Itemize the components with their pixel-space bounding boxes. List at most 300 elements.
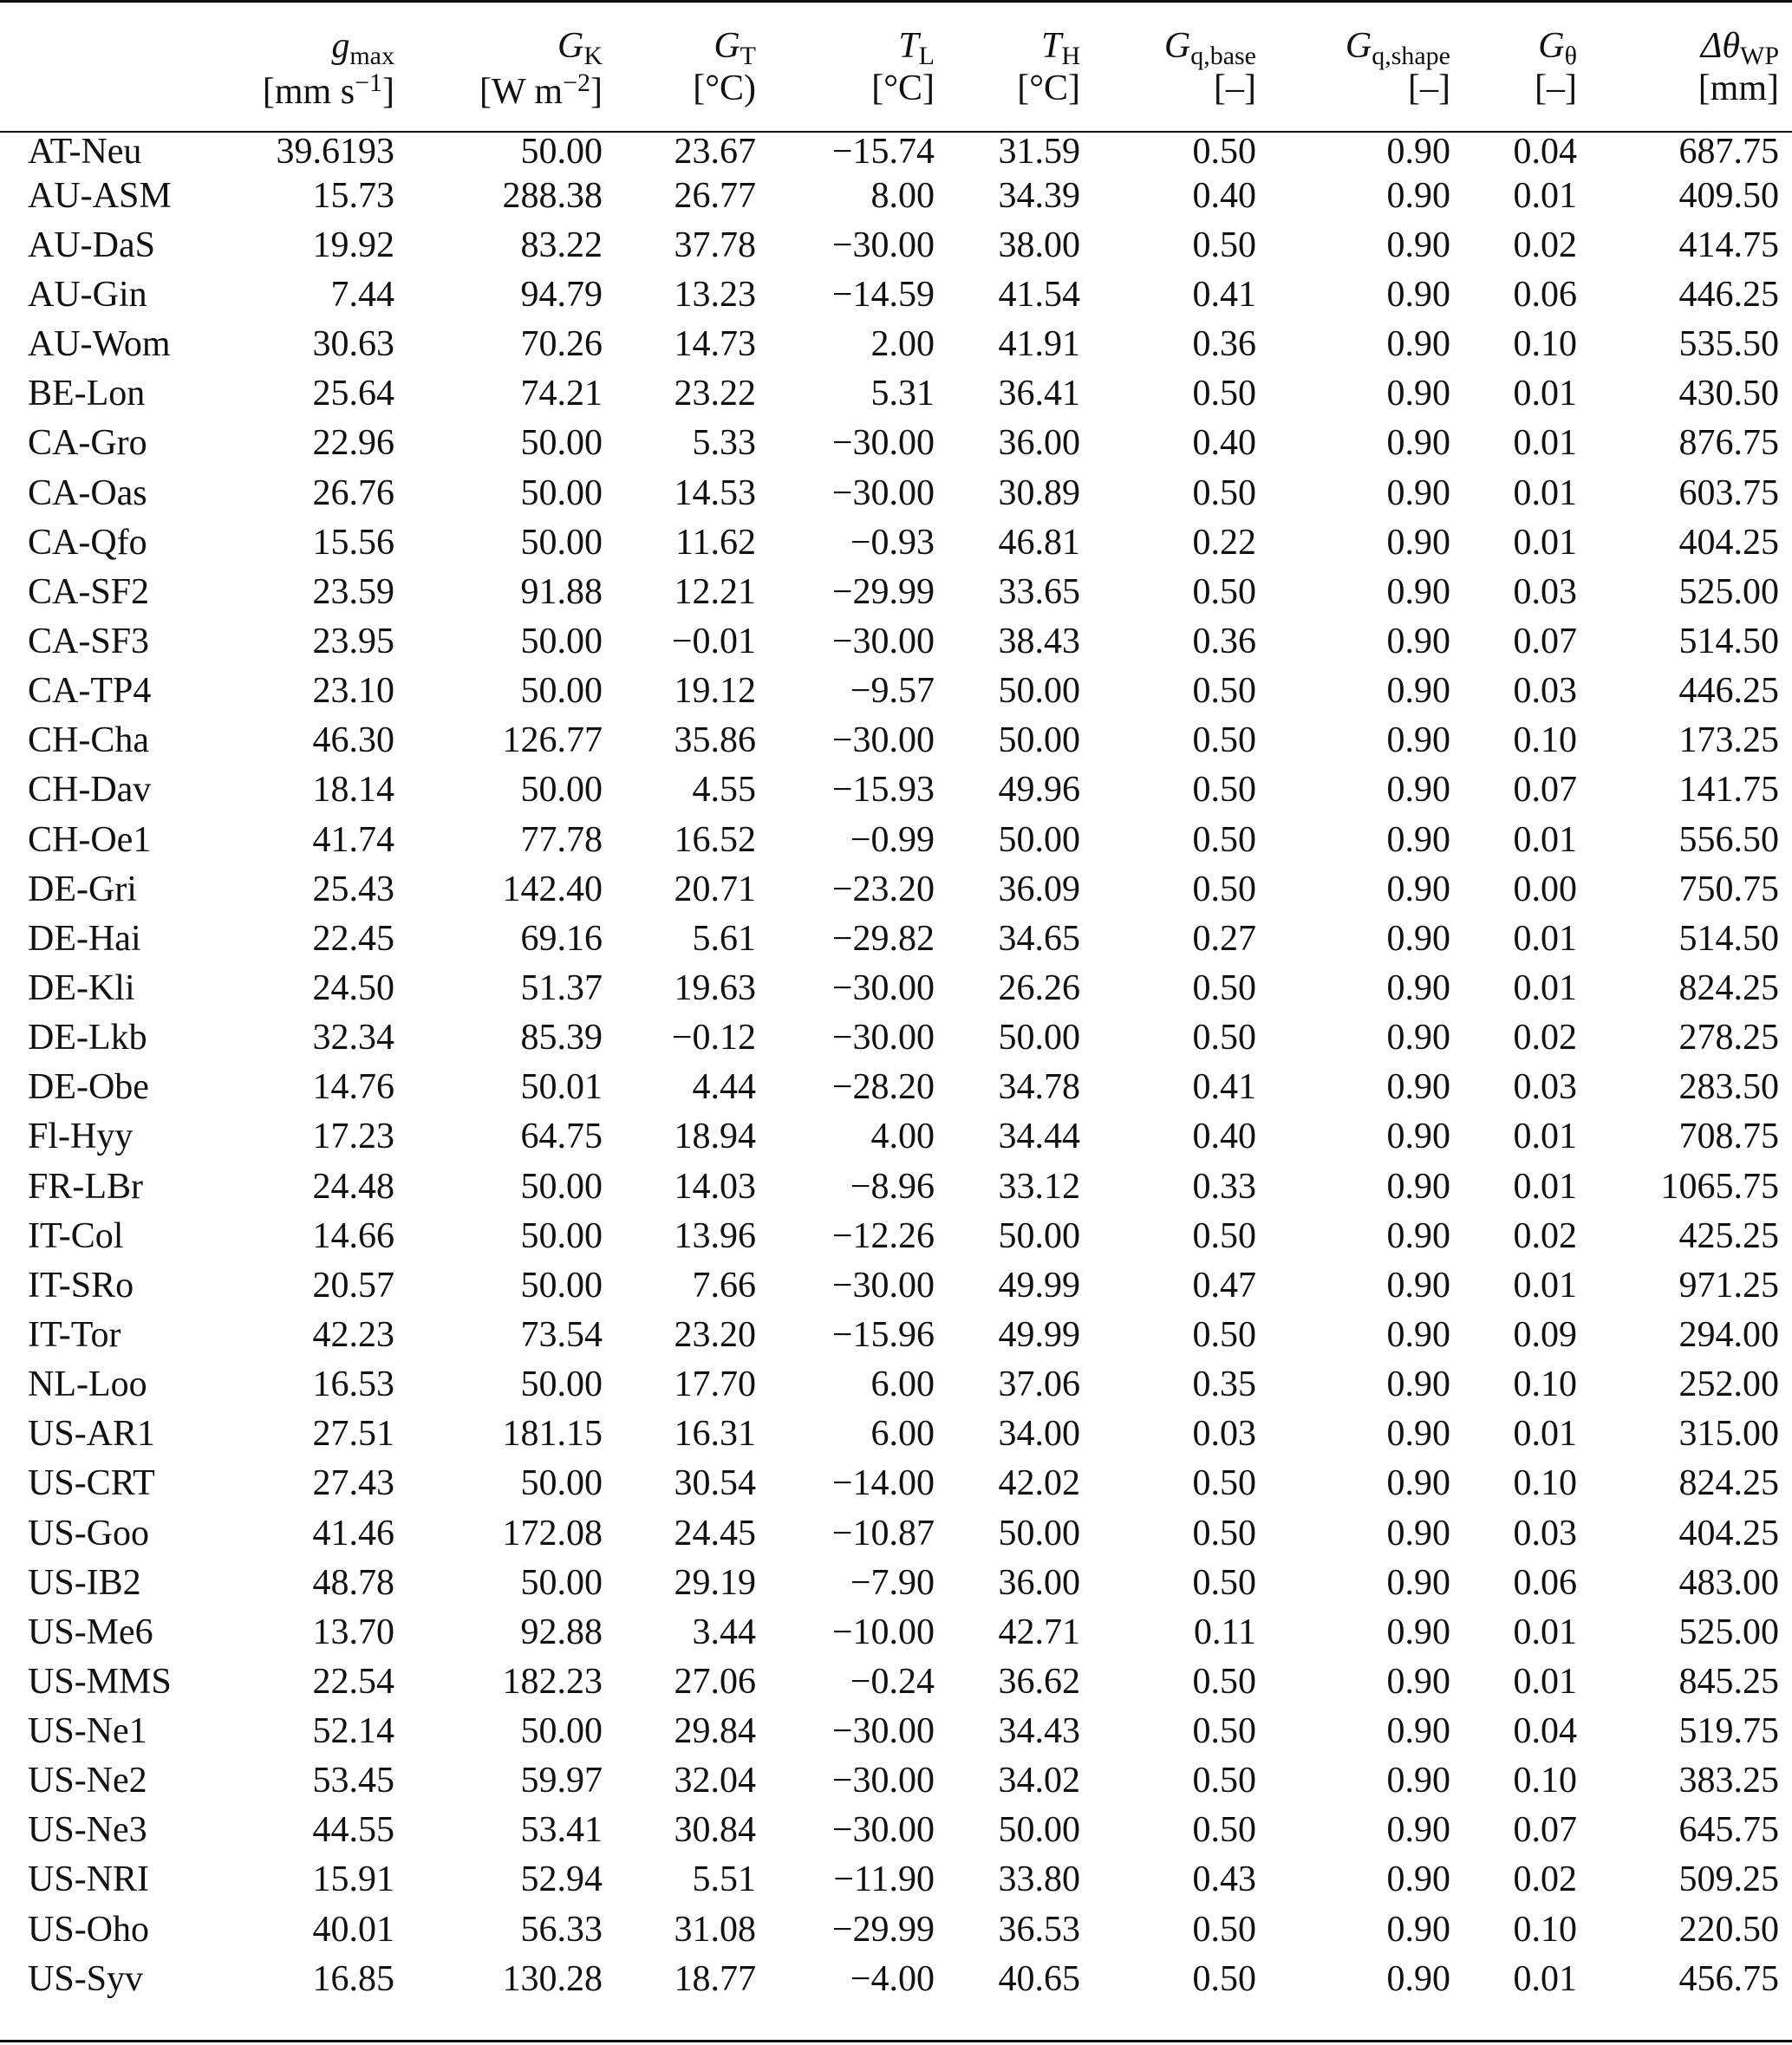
value-cell: 49.96 — [998, 770, 1080, 811]
site-name-cell: DE-Obe — [28, 1067, 149, 1108]
header-unit-cell — [407, 70, 616, 121]
site-name-cell: US-CRT — [28, 1463, 155, 1504]
site-name-cell: US-Me6 — [28, 1612, 153, 1652]
value-cell: −10.87 — [831, 1513, 935, 1553]
value-cell: −28.20 — [831, 1067, 935, 1108]
site-name-cell: DE-Gri — [28, 869, 137, 909]
table-header — [0, 0, 1792, 121]
value-cell: 220.50 — [1678, 1909, 1779, 1950]
table-row — [0, 1756, 1792, 1806]
site-name-cell: DE-Kli — [28, 967, 135, 1008]
table-row — [0, 667, 1792, 716]
site-name-cell: AU-Gin — [28, 274, 147, 315]
site-name-cell: US-IB2 — [28, 1562, 141, 1603]
value-cell: 64.75 — [520, 1117, 603, 1157]
table-row — [0, 1558, 1792, 1607]
value-cell: 19.63 — [674, 967, 756, 1008]
value-cell: 34.43 — [998, 1711, 1080, 1752]
value-cell: 4.44 — [692, 1067, 756, 1108]
value-cell: 32.04 — [674, 1761, 756, 1801]
value-cell: 59.97 — [520, 1761, 603, 1801]
value-cell: 0.04 — [1513, 1711, 1577, 1752]
table-row — [0, 1707, 1792, 1756]
table-row — [0, 567, 1792, 616]
value-cell: 14.76 — [312, 1067, 394, 1108]
value-cell: 17.23 — [312, 1117, 394, 1157]
value-cell: −30.00 — [831, 1711, 935, 1752]
value-cell: 514.50 — [1678, 621, 1779, 661]
value-cell: 24.45 — [674, 1513, 756, 1553]
value-cell: 4.00 — [870, 1117, 935, 1157]
header-symbol-cell — [1463, 0, 1590, 70]
value-cell: 34.65 — [998, 918, 1080, 959]
value-cell: 0.90 — [1386, 621, 1450, 661]
value-cell: −15.74 — [831, 132, 935, 173]
value-cell: 0.90 — [1386, 967, 1450, 1008]
value-cell: −14.00 — [831, 1463, 935, 1504]
header-subscript: max — [349, 42, 394, 70]
site-name-cell: US-MMS — [28, 1661, 172, 1702]
value-cell: 0.36 — [1192, 324, 1256, 365]
value-cell: 23.67 — [674, 132, 756, 173]
value-cell: 0.01 — [1513, 1958, 1577, 1999]
value-cell: 0.50 — [1192, 225, 1256, 265]
value-cell: 142.40 — [502, 869, 603, 909]
value-cell: −30.00 — [831, 1018, 935, 1058]
value-cell: 0.50 — [1192, 132, 1256, 173]
header-symbol: Δθ — [1700, 26, 1740, 66]
value-cell: 0.90 — [1386, 1364, 1450, 1405]
value-cell: 48.78 — [312, 1562, 394, 1603]
value-cell: 11.62 — [675, 522, 756, 563]
header-subscript: θ — [1564, 42, 1577, 70]
value-cell: 409.50 — [1678, 175, 1779, 216]
header-unit: [–] — [1535, 68, 1577, 108]
value-cell: 0.07 — [1513, 770, 1577, 811]
value-cell: 0.90 — [1386, 374, 1450, 414]
value-cell: 0.07 — [1513, 621, 1577, 661]
header-unit-cell — [616, 70, 769, 121]
site-name-cell: DE-Hai — [28, 918, 141, 959]
value-cell: 25.43 — [312, 869, 394, 909]
value-cell: 0.90 — [1386, 225, 1450, 265]
table-row — [0, 468, 1792, 518]
site-name-cell: US-NRI — [28, 1859, 150, 1900]
value-cell: 0.50 — [1192, 819, 1256, 860]
value-cell: 0.01 — [1513, 967, 1577, 1008]
header-subscript: q,base — [1190, 42, 1256, 70]
value-cell: 51.37 — [520, 967, 603, 1008]
value-cell: 36.41 — [998, 374, 1080, 414]
header-unit-tail: ] — [590, 72, 603, 112]
value-cell: 17.70 — [674, 1364, 756, 1405]
value-cell: 41.91 — [998, 324, 1080, 365]
value-cell: 3.44 — [692, 1612, 756, 1652]
value-cell: 0.90 — [1386, 1661, 1450, 1702]
value-cell: 0.90 — [1386, 1612, 1450, 1652]
value-cell: 53.41 — [520, 1810, 603, 1851]
value-cell: 41.54 — [998, 274, 1080, 315]
value-cell: 0.90 — [1386, 1117, 1450, 1157]
value-cell: 126.77 — [502, 720, 603, 761]
value-cell: 42.71 — [998, 1612, 1080, 1652]
value-cell: 50.00 — [998, 671, 1080, 712]
value-cell: 0.90 — [1386, 770, 1450, 811]
value-cell: −9.57 — [850, 671, 935, 712]
value-cell: 50.01 — [520, 1067, 603, 1108]
value-cell: 0.02 — [1513, 1859, 1577, 1900]
table-row — [0, 1310, 1792, 1359]
value-cell: 182.23 — [502, 1661, 603, 1702]
value-cell: 83.22 — [520, 225, 603, 265]
value-cell: 49.99 — [998, 1314, 1080, 1355]
header-subscript: T — [740, 42, 756, 70]
value-cell: 27.51 — [312, 1414, 394, 1455]
header-unit-cell — [769, 70, 948, 121]
header-subscript: q,shape — [1372, 42, 1450, 70]
value-cell: 16.31 — [674, 1414, 756, 1455]
value-cell: 50.00 — [998, 1513, 1080, 1553]
value-cell: −0.99 — [850, 819, 935, 860]
site-name-cell: US-Syv — [28, 1958, 144, 1999]
value-cell: 0.90 — [1386, 1711, 1450, 1752]
header-unit: [W m — [479, 72, 564, 112]
value-cell: 30.63 — [312, 324, 394, 365]
value-cell: 0.40 — [1192, 423, 1256, 464]
site-name-cell: US-Ne1 — [28, 1711, 147, 1752]
value-cell: 46.81 — [998, 522, 1080, 563]
value-cell: 0.03 — [1513, 1067, 1577, 1108]
value-cell: 23.20 — [674, 1314, 756, 1355]
value-cell: 50.00 — [520, 472, 603, 513]
header-unit: [°C] — [1017, 68, 1080, 108]
site-name-cell: US-Oho — [28, 1909, 150, 1950]
value-cell: 0.01 — [1513, 423, 1577, 464]
value-cell: 0.90 — [1386, 1859, 1450, 1900]
value-cell: −30.00 — [831, 621, 935, 661]
value-cell: 31.59 — [998, 132, 1080, 173]
table-body — [0, 121, 1792, 2003]
value-cell: 25.64 — [312, 374, 394, 414]
value-cell: 42.02 — [998, 1463, 1080, 1504]
value-cell: 0.01 — [1513, 522, 1577, 563]
value-cell: 0.02 — [1513, 1215, 1577, 1256]
value-cell: 56.33 — [520, 1909, 603, 1950]
table-row — [0, 1112, 1792, 1162]
site-name-cell: BE-Lon — [28, 374, 146, 414]
header-unit-cell — [1269, 70, 1463, 121]
value-cell: 0.40 — [1192, 175, 1256, 216]
value-cell: −15.93 — [831, 770, 935, 811]
value-cell: 0.10 — [1513, 1364, 1577, 1405]
value-cell: 30.54 — [674, 1463, 756, 1504]
header-unit-cell — [1093, 70, 1269, 121]
value-cell: 0.47 — [1192, 1265, 1256, 1306]
value-cell: 22.45 — [312, 918, 394, 959]
value-cell: 0.11 — [1194, 1612, 1256, 1652]
value-cell: 6.00 — [870, 1364, 935, 1405]
value-cell: 130.28 — [502, 1958, 603, 1999]
value-cell: 252.00 — [1678, 1364, 1779, 1405]
site-name-cell: FR-LBr — [28, 1166, 144, 1207]
value-cell: 0.90 — [1386, 1761, 1450, 1801]
header-symbol-cell — [1093, 0, 1269, 70]
value-cell: 971.25 — [1678, 1265, 1779, 1306]
value-cell: 0.90 — [1386, 1562, 1450, 1603]
value-cell: 0.03 — [1513, 1513, 1577, 1553]
value-cell: 294.00 — [1678, 1314, 1779, 1355]
value-cell: 24.50 — [312, 967, 394, 1008]
value-cell: −29.99 — [831, 1909, 935, 1950]
value-cell: −0.01 — [671, 621, 756, 661]
header-unit-row — [0, 70, 1792, 121]
value-cell: 0.90 — [1386, 1018, 1450, 1058]
value-cell: 5.31 — [870, 374, 935, 414]
value-cell: 69.16 — [520, 918, 603, 959]
value-cell: 0.50 — [1192, 1661, 1256, 1702]
value-cell: 36.00 — [998, 1562, 1080, 1603]
table-row — [0, 1162, 1792, 1211]
value-cell: 33.80 — [998, 1859, 1080, 1900]
header-symbol-cell — [616, 0, 769, 70]
value-cell: 34.39 — [998, 175, 1080, 216]
site-name-cell: CA-Qfo — [28, 522, 147, 563]
value-cell: 0.90 — [1386, 522, 1450, 563]
value-cell: 5.61 — [692, 918, 756, 959]
value-cell: 0.90 — [1386, 1909, 1450, 1950]
value-cell: 26.26 — [998, 967, 1080, 1008]
header-symbol-cell — [1590, 0, 1792, 70]
value-cell: −0.93 — [850, 522, 935, 563]
value-cell: 22.54 — [312, 1661, 394, 1702]
value-cell: 0.50 — [1192, 671, 1256, 712]
table-row — [0, 914, 1792, 963]
value-cell: 34.02 — [998, 1761, 1080, 1801]
value-cell: 16.52 — [674, 819, 756, 860]
value-cell: 94.79 — [520, 274, 603, 315]
value-cell: 0.02 — [1513, 1018, 1577, 1058]
value-cell: −30.00 — [831, 1761, 935, 1801]
table-row — [0, 716, 1792, 765]
value-cell: 92.88 — [520, 1612, 603, 1652]
value-cell: 0.90 — [1386, 720, 1450, 761]
site-name-cell: CH-Dav — [28, 770, 152, 811]
value-cell: 52.14 — [312, 1711, 394, 1752]
value-cell: 0.90 — [1386, 132, 1450, 173]
value-cell: −30.00 — [831, 967, 935, 1008]
value-cell: −30.00 — [831, 1810, 935, 1851]
value-cell: 14.53 — [674, 472, 756, 513]
value-cell: 53.45 — [312, 1761, 394, 1801]
site-name-cell: IT-SRo — [28, 1265, 134, 1306]
value-cell: 7.44 — [330, 274, 394, 315]
header-symbol: G — [714, 26, 740, 66]
header-symbol: T — [1040, 26, 1062, 66]
value-cell: 22.96 — [312, 423, 394, 464]
value-cell: 0.90 — [1386, 1414, 1450, 1455]
value-cell: 404.25 — [1678, 1513, 1779, 1553]
table-row — [0, 1459, 1792, 1508]
value-cell: 77.78 — [520, 819, 603, 860]
value-cell: 514.50 — [1678, 918, 1779, 959]
table-row — [0, 518, 1792, 567]
value-cell: 2.00 — [870, 324, 935, 365]
value-cell: 46.30 — [312, 720, 394, 761]
value-cell: 40.65 — [998, 1958, 1080, 1999]
bottom-rule — [0, 2040, 1792, 2042]
value-cell: 0.07 — [1513, 1810, 1577, 1851]
value-cell: 50.00 — [520, 522, 603, 563]
value-cell: 50.00 — [520, 1265, 603, 1306]
value-cell: −7.90 — [850, 1562, 935, 1603]
value-cell: 0.90 — [1386, 1215, 1450, 1256]
site-name-cell: IT-Col — [28, 1215, 124, 1256]
value-cell: 0.33 — [1192, 1166, 1256, 1207]
value-cell: 6.00 — [870, 1414, 935, 1455]
value-cell: −11.90 — [833, 1859, 935, 1900]
value-cell: 0.50 — [1192, 1513, 1256, 1553]
table-row — [0, 864, 1792, 914]
value-cell: 535.50 — [1678, 324, 1779, 365]
table-row — [0, 1360, 1792, 1410]
value-cell: 0.50 — [1192, 1711, 1256, 1752]
value-cell: 50.00 — [998, 1215, 1080, 1256]
value-cell: 23.10 — [312, 671, 394, 712]
value-cell: 13.23 — [674, 274, 756, 315]
value-cell: 50.00 — [998, 1018, 1080, 1058]
header-symbol: G — [557, 26, 584, 66]
value-cell: 13.96 — [674, 1215, 756, 1256]
table-row — [0, 320, 1792, 369]
table-row — [0, 815, 1792, 864]
header-unit: [–] — [1408, 68, 1450, 108]
value-cell: 0.10 — [1513, 720, 1577, 761]
value-cell: 16.53 — [312, 1364, 394, 1405]
table-row — [0, 1260, 1792, 1310]
value-cell: 0.40 — [1192, 1117, 1256, 1157]
header-subscript: WP — [1740, 42, 1779, 70]
value-cell: 14.66 — [312, 1215, 394, 1256]
value-cell: 0.06 — [1513, 274, 1577, 315]
value-cell: 0.01 — [1513, 1117, 1577, 1157]
value-cell: 446.25 — [1678, 671, 1779, 712]
value-cell: 0.50 — [1192, 1215, 1256, 1256]
value-cell: −30.00 — [831, 225, 935, 265]
header-unit-cell — [948, 70, 1093, 121]
value-cell: 0.09 — [1513, 1314, 1577, 1355]
value-cell: 283.50 — [1678, 1067, 1779, 1108]
value-cell: −0.24 — [850, 1661, 935, 1702]
value-cell: 50.00 — [520, 423, 603, 464]
value-cell: 0.90 — [1386, 571, 1450, 612]
value-cell: 0.03 — [1513, 671, 1577, 712]
value-cell: 50.00 — [998, 720, 1080, 761]
value-cell: 0.50 — [1192, 1463, 1256, 1504]
value-cell: −4.00 — [850, 1958, 935, 1999]
value-cell: 26.77 — [674, 175, 756, 216]
value-cell: 0.90 — [1386, 175, 1450, 216]
value-cell: 483.00 — [1678, 1562, 1779, 1603]
header-site-unit-cell — [0, 70, 217, 121]
value-cell: 50.00 — [520, 1215, 603, 1256]
value-cell: 50.00 — [520, 1364, 603, 1405]
value-cell: 0.50 — [1192, 472, 1256, 513]
value-cell: 23.95 — [312, 621, 394, 661]
value-cell: 19.12 — [674, 671, 756, 712]
value-cell: 0.22 — [1192, 522, 1256, 563]
value-cell: 24.48 — [312, 1166, 394, 1207]
value-cell: 0.50 — [1192, 1562, 1256, 1603]
value-cell: 5.51 — [692, 1859, 756, 1900]
value-cell: 13.70 — [312, 1612, 394, 1652]
value-cell: 20.57 — [312, 1265, 394, 1306]
value-cell: 36.00 — [998, 423, 1080, 464]
value-cell: 425.25 — [1678, 1215, 1779, 1256]
header-symbol: T — [898, 26, 919, 66]
value-cell: 0.01 — [1513, 472, 1577, 513]
table-row — [0, 369, 1792, 419]
table-row — [0, 1607, 1792, 1657]
value-cell: 0.90 — [1386, 472, 1450, 513]
header-symbol: G — [1538, 26, 1565, 66]
header-unit: [°C) — [693, 68, 756, 108]
site-name-cell: AU-ASM — [28, 175, 172, 216]
header-unit-cell — [1463, 70, 1590, 121]
header-symbol: G — [1345, 26, 1372, 66]
value-cell: −8.96 — [850, 1166, 935, 1207]
value-cell: 30.89 — [998, 472, 1080, 513]
table-row — [0, 1905, 1792, 1954]
table-row — [0, 1954, 1792, 2003]
header-unit: [–] — [1214, 68, 1256, 108]
value-cell: 0.50 — [1192, 1314, 1256, 1355]
value-cell: 0.01 — [1513, 1166, 1577, 1207]
site-name-cell: CH-Oe1 — [28, 819, 152, 860]
value-cell: 38.43 — [998, 621, 1080, 661]
header-unit: [°C] — [871, 68, 935, 108]
table-row — [0, 270, 1792, 319]
value-cell: 50.00 — [998, 1810, 1080, 1851]
value-cell: 288.38 — [502, 175, 603, 216]
value-cell: 0.50 — [1192, 1810, 1256, 1851]
value-cell: 74.21 — [520, 374, 603, 414]
value-cell: 0.06 — [1513, 1562, 1577, 1603]
value-cell: 0.50 — [1192, 1958, 1256, 1999]
site-name-cell: AU-Wom — [28, 324, 171, 365]
value-cell: 18.77 — [674, 1958, 756, 1999]
value-cell: 8.00 — [870, 175, 935, 216]
value-cell: 278.25 — [1678, 1018, 1779, 1058]
site-name-cell: CA-TP4 — [28, 671, 152, 712]
value-cell: 0.01 — [1513, 918, 1577, 959]
value-cell: 85.39 — [520, 1018, 603, 1058]
value-cell: 430.50 — [1678, 374, 1779, 414]
table-row — [0, 1410, 1792, 1459]
value-cell: 33.12 — [998, 1166, 1080, 1207]
value-cell: 18.14 — [312, 770, 394, 811]
value-cell: 5.33 — [692, 423, 756, 464]
value-cell: 0.36 — [1192, 621, 1256, 661]
value-cell: 91.88 — [520, 571, 603, 612]
table-row — [0, 616, 1792, 666]
header-unit-superscript: −1 — [355, 68, 382, 97]
value-cell: −14.59 — [831, 274, 935, 315]
value-cell: 0.90 — [1386, 819, 1450, 860]
value-cell: 0.90 — [1386, 1265, 1450, 1306]
header-unit: [mm s — [262, 72, 355, 112]
header-symbol-cell — [769, 0, 948, 70]
value-cell: 0.41 — [1192, 1067, 1256, 1108]
